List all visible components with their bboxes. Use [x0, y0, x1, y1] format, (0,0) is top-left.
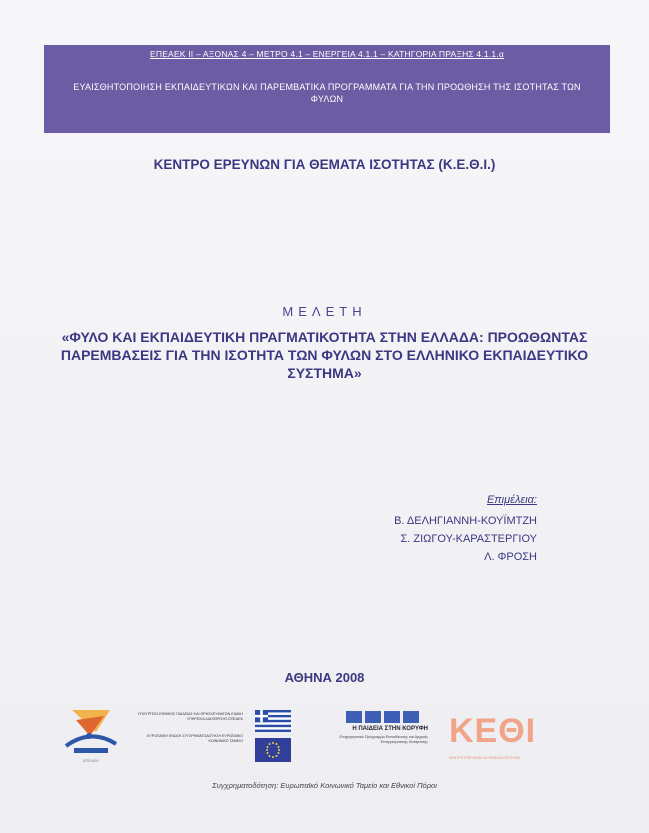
- program-banner: [44, 45, 610, 133]
- epeaek-logo-caption: ΕΠΕΑΕΚ: [82, 758, 100, 763]
- kethi-logo-word: ΚΕΘΙ: [449, 712, 537, 750]
- epeaek-logo: [56, 706, 126, 766]
- greek-flag-icon: [255, 710, 291, 732]
- study-title: «ΦΥΛΟ ΚΑΙ ΕΚΠΑΙΔΕΥΤΙΚΗ ΠΡΑΓΜΑΤΙΚΟΤΗΤΑ ΣΤΗΝ ΕΛΛΑΔΑ: ΠΡΟΩΘΩΝΤΑΣ ΠΑΡΕΜΒΑΣΕΙΣ ΓΙΑ ΤΗΝ ΙΣΟΤΗΤΑ ΤΩΝ ΦΥΛΩΝ ΣΤΟ ΕΛΛΗΝΙΚΟ ΕΚΠΑΙΔΕΥΤΙΚΟ ΣΥΣΤΗΜΑ»: [60, 329, 589, 381]
- editor-name: Λ. ΦΡΟΣΗ: [484, 551, 537, 563]
- editor-name: Σ. ΖΙΩΓΟΥ-ΚΑΡΑΣΤΕΡΓΙΟΥ: [400, 533, 537, 545]
- education-logo-subtitle: Επιχειρησιακό Πρόγραμμα Εκπαίδευσης και Αρχικής Επαγγελματικής Κατάρτισης: [339, 735, 428, 744]
- kethi-logo: [445, 712, 585, 768]
- runner-logo-icon: [56, 706, 126, 758]
- ministry-block: [133, 710, 295, 766]
- logo-strip: [0, 702, 649, 772]
- ministry-text: ΥΠΟΥΡΓΕΙΟ ΕΘΝΙΚΗΣ ΠΑΙΔΕΙΑΣ ΚΑΙ ΘΡΗΣΚΕΥΜΑΤΩΝ ΕΙΔΙΚΗ ΥΠΗΡΕΣΙΑ ΔΙΑΧΕΙΡΙΣΗΣ ΕΠΕΑΕΚ: [137, 712, 243, 721]
- eu-flag-icon: [255, 738, 291, 762]
- education-logo: [318, 710, 428, 766]
- city-year: ΑΘΗΝΑ 2008: [284, 670, 365, 685]
- editors-label: Επιμέλεια:: [486, 494, 537, 506]
- program-description: ΕΥΑΙΣΘΗΤΟΠΟΙΗΣΗ ΕΚΠΑΙΔΕΥΤΙΚΩΝ ΚΑΙ ΠΑΡΕΜΒΑΤΙΚΑ ΠΡΟΓΡΑΜΜΑΤΑ ΓΙΑ ΤΗΝ ΠΡΟΩΘΗΣΗ ΤΗΣ ΙΣΟΤΗΤΑΣ ΤΩΝ ΦΥΛΩΝ: [73, 82, 581, 104]
- study-label: ΜΕΛΕΤΗ: [282, 304, 367, 319]
- organization-title: ΚΕΝΤΡΟ ΕΡΕΥΝΩΝ ΓΙΑ ΘΕΜΑΤΑ ΙΣΟΤΗΤΑΣ (Κ.Ε.Θ.Ι.): [153, 157, 496, 172]
- education-logo-title: Η ΠΑΙΔΕΙΑ ΣΤΗΝ ΚΟΡΥΦΗ: [352, 726, 428, 732]
- kethi-logo-subtitle: ΚΕΝΤΡΟ ΕΡΕΥΝΩΝ ΓΙΑ ΘΕΜΑΤΑ ΙΣΟΤΗΤΑΣ: [449, 756, 521, 760]
- eu-funding-text: ΕΥΡΩΠΑΪΚΗ ΕΝΩΣΗ ΣΥΓΧΡΗΜΑΤΟΔΟΤΗΣΗ ΕΥΡΩΠΑΪΚΟ ΚΟΙΝΩΝΙΚΟ ΤΑΜΕΙΟ: [147, 734, 243, 743]
- funding-note: Συγχρηματοδότηση: Ευρωπαϊκό Κοινωνικό Ταμείο και Εθνικοί Πόροι: [212, 781, 437, 790]
- editors-block: [394, 494, 537, 566]
- program-code-line: ΕΠΕΑΕΚ ΙΙ – ΑΞΟΝΑΣ 4 – ΜΕΤΡΟ 4.1 – ΕΝΕΡΓΕΙΑ 4.1.1 – ΚΑΤΗΓΟΡΙΑ ΠΡΑΞΗΣ 4.1.1.α: [149, 49, 505, 59]
- editor-name: Β. ΔΕΛΗΓΙΑΝΝΗ-ΚΟΥΪΜΤΖΗ: [394, 515, 537, 527]
